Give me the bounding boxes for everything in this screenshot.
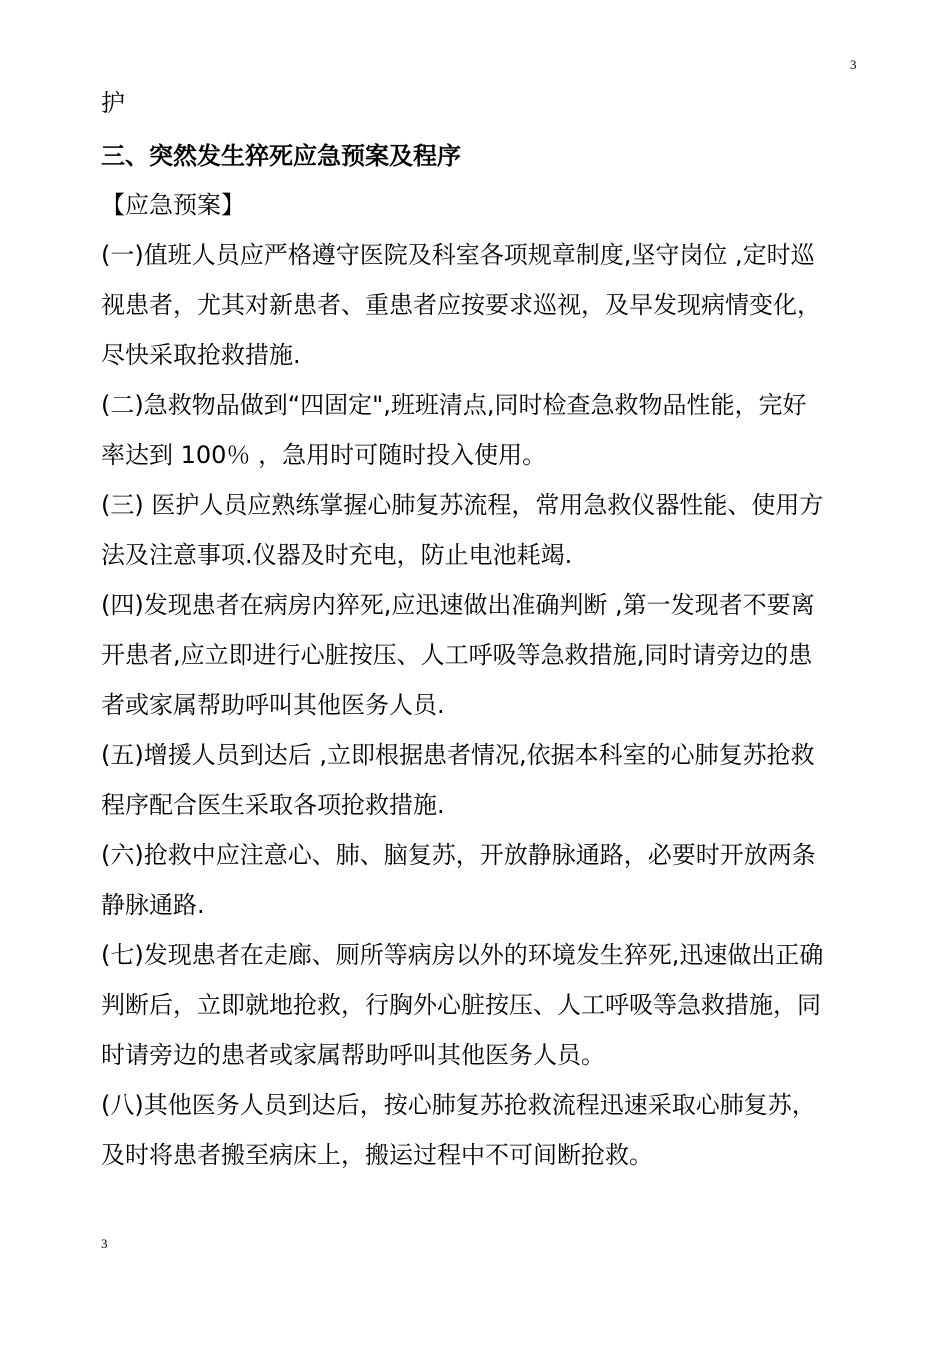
text-line: (六)抢救中应注意心、肺、脑复苏，开放静脉通路，必要时开放两条 xyxy=(101,841,816,869)
text-line: (五)增援人员到达后 ,立即根据患者情况,依据本科室的心肺复苏抢救 xyxy=(101,741,815,769)
text-line: (二)急救物品做到“四固定",班班清点,同时检查急救物品性能，完好 xyxy=(101,391,807,419)
text-line: 法及注意事项.仪器及时充电，防止电池耗竭. xyxy=(101,541,573,569)
text-line: (三) 医护人员应熟练掌握心肺复苏流程，常用急救仪器性能、使用方 xyxy=(101,491,824,519)
text-line: 开患者,应立即进行心脏按压、人工呼吸等急救措施,同时请旁边的患 xyxy=(101,641,813,669)
document-body xyxy=(101,78,876,1180)
section-heading: 三、突然发生猝死应急预案及程序 xyxy=(101,142,461,170)
text-line: (四)发现患者在病房内猝死,应迅速做出准确判断 ,第一发现者不要离 xyxy=(101,591,815,619)
text-line: 尽快采取抢救措施. xyxy=(101,341,301,369)
text-line: 护 xyxy=(101,89,125,117)
text-line: 视患者，尤其对新患者、重患者应按要求巡视，及早发现病情变化， xyxy=(101,291,821,319)
text-line: 率达到 100％ ，急用时可随时投入使用。 xyxy=(101,441,547,469)
text-line: 时请旁边的患者或家属帮助呼叫其他医务人员。 xyxy=(101,1041,605,1069)
text-line: 程序配合医生采取各项抢救措施. xyxy=(101,791,445,819)
text-line: (七)发现患者在走廊、厕所等病房以外的环境发生猝死,迅速做出正确 xyxy=(101,941,824,969)
text-line: 判断后，立即就地抢救，行胸外心脏按压、人工呼吸等急救措施，同 xyxy=(101,991,821,1019)
text-line: 者或家属帮助呼叫其他医务人员. xyxy=(101,691,445,719)
subsection-label: 【应急预案】 xyxy=(101,191,245,219)
page-number-top: 3 xyxy=(850,57,857,72)
text-line: (八)其他医务人员到达后，按心肺复苏抢救流程迅速采取心肺复苏， xyxy=(101,1091,816,1119)
text-line: 静脉通路. xyxy=(101,891,205,919)
text-line: (一)值班人员应严格遵守医院及科室各项规章制度,坚守岗位 ,定时巡 xyxy=(101,241,815,269)
text-line: 及时将患者搬至病床上，搬运过程中不可间断抢救。 xyxy=(101,1141,653,1169)
page-number-bottom: 3 xyxy=(101,1236,108,1251)
